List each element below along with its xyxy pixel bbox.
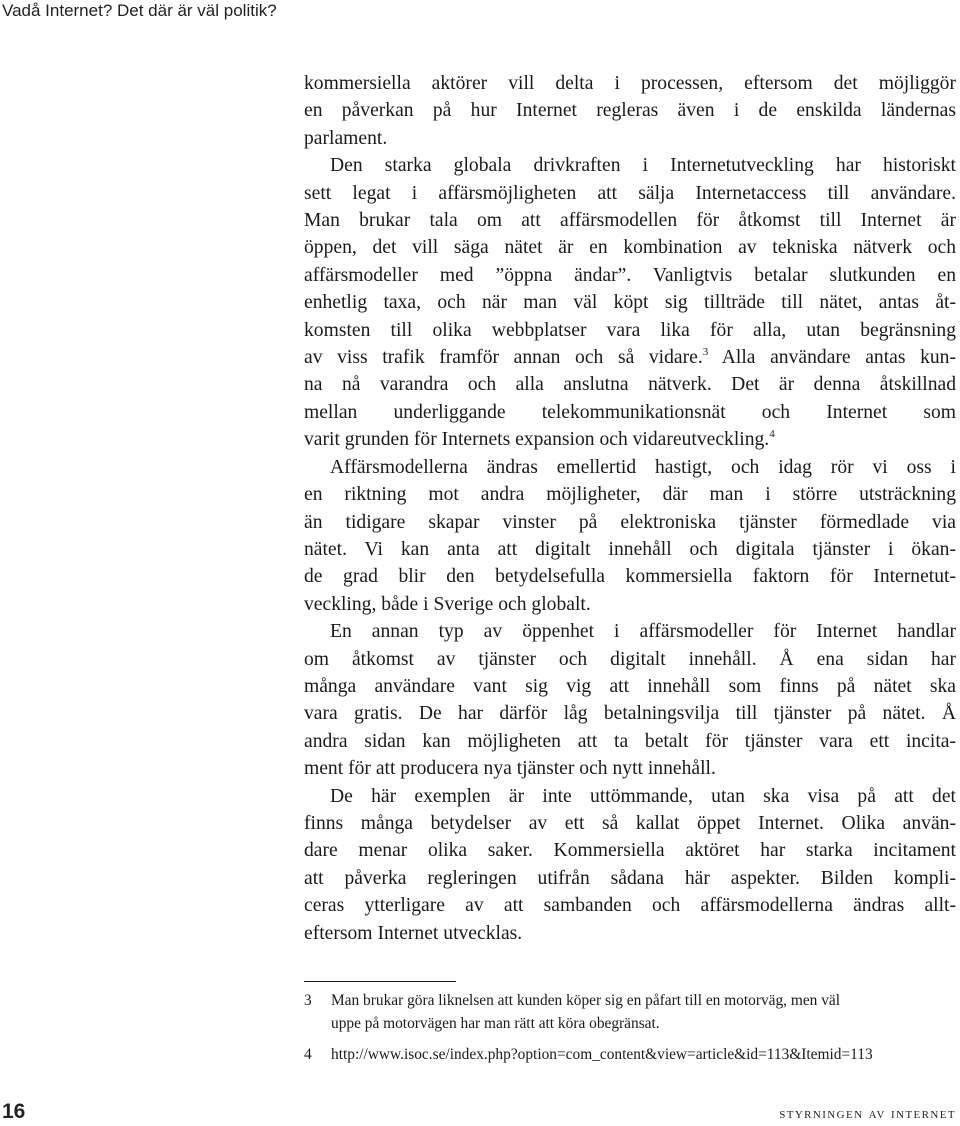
text-line: nätet. Vi kan anta att digitalt innehåll och digitala tjänster i ökan- xyxy=(304,538,956,560)
running-head: Vadå Internet? Det där är väl politik? xyxy=(2,1,277,20)
text-line: de grad blir den betydelsefulla kommersiella faktorn för Internetut- xyxy=(304,566,956,588)
text-line: än tidigare skapar vinster på elektroniska tjänster förmedlade via xyxy=(304,511,956,533)
text-line: veckling, både i Sverige och globalt. xyxy=(304,593,591,615)
text-line: andra sidan kan möjligheten att ta betalt för tjänster vara ett incita- xyxy=(304,730,956,752)
paragraph-2 xyxy=(304,152,956,453)
footnote-marker-4[interactable]: 4 xyxy=(769,428,775,441)
text-line: kommersiella aktörer vill delta i processen, eftersom det möjliggör xyxy=(304,73,956,94)
footnote-line[interactable]: http://www.isoc.se/index.php?option=com_content&view=article&id=113&Itemid=113 xyxy=(331,1046,873,1063)
text-fragment: varit grunden för Internets expansion och vidareutveckling. xyxy=(304,429,770,451)
text-line: sett legat i affärsmöjligheten att sälja Internetaccess till användare. xyxy=(304,182,956,204)
text-line: Man brukar tala om att affärsmodellen för åtkomst till Internet är xyxy=(304,210,956,232)
paragraph-3 xyxy=(304,454,956,618)
footnote-3 xyxy=(304,989,956,1035)
footnote-marker-3[interactable]: 3 xyxy=(702,346,709,359)
text-line: dare menar olika saker. Kommersiella aktöret har starka incitament xyxy=(304,840,956,862)
page-number: 16 xyxy=(2,1100,26,1123)
text-line: vara gratis. De har därför låg betalningsvilja till tjänster på nätet. Å xyxy=(304,703,956,725)
footnote-number: 4 xyxy=(304,1046,312,1063)
footnote-url-link[interactable] xyxy=(331,1043,956,1066)
text-line: En annan typ av öppenhet i affärsmodeller för Internet handlar xyxy=(330,621,956,643)
text-line: enhetlig taxa, och när man väl köpt sig tillträde till nätet, antas åt- xyxy=(304,292,956,314)
text-line: många användare vant sig vig att innehåll som finns på nätet ska xyxy=(304,675,956,697)
text-line: De här exemplen är inte uttömmande, utan ska visa på att det xyxy=(330,785,956,807)
text-line: Affärsmodellerna ändras emellertid hastigt, och idag rör vi oss i xyxy=(330,456,956,478)
footnote-4 xyxy=(304,1043,956,1066)
text-line: en riktning mot andra möjligheter, där man i större utsträckning xyxy=(304,484,956,506)
text-fragment: Alla användare antas kun- xyxy=(708,347,956,369)
running-foot: styrningen av internet xyxy=(779,1106,956,1122)
text-line: finns många betydelser av ett så kallat öppet Internet. Olika använ- xyxy=(304,812,956,834)
text-line: att påverka regleringen utifrån sådana här aspekter. Bilden kompli- xyxy=(304,867,956,889)
paragraph-5 xyxy=(304,783,956,947)
text-fragment: av viss trafik framför annan och så vidare. xyxy=(304,347,703,369)
footnote-line: uppe på motorvägen har man rätt att köra obegränsat. xyxy=(331,1015,660,1032)
text-line: öppen, det vill säga nätet är en kombination av tekniska nätverk och xyxy=(304,237,956,259)
footnote-line: Man brukar göra liknelsen att kunden köper sig en påfart till en motorväg, men väl xyxy=(331,992,841,1009)
text-line: mellan underliggande telekommunikationsnät och Internet som xyxy=(304,401,956,423)
text-line: en påverkan på hur Internet regleras även i de enskilda ländernas xyxy=(304,100,956,122)
text-line xyxy=(304,344,956,371)
footnote-text xyxy=(331,989,956,1035)
text-line: ceras ytterligare av att sambanden och affärsmodellerna ändras allt- xyxy=(304,895,956,917)
text-line: komsten till olika webbplatser vara lika för alla, utan begränsning xyxy=(304,319,956,341)
text-line: ment för att producera nya tjänster och nytt innehåll. xyxy=(304,758,716,780)
text-line: Den starka globala drivkraften i Internetutveckling har historiskt xyxy=(330,155,956,177)
footnote-number: 3 xyxy=(304,992,312,1009)
body-text xyxy=(304,70,956,947)
text-line: parlament. xyxy=(304,127,388,149)
paragraph-4 xyxy=(304,618,956,782)
text-line: affärsmodeller med ”öppna ändar”. Vanligtvis betalar slutkunden en xyxy=(304,264,956,286)
paragraph-1 xyxy=(304,70,956,152)
text-line: eftersom Internet utvecklas. xyxy=(304,922,523,944)
text-line: na nå varandra och alla anslutna nätverk. Det är denna åtskillnad xyxy=(304,374,956,396)
footnotes xyxy=(304,989,956,1074)
text-line xyxy=(304,426,956,453)
text-line: om åtkomst av tjänster och digitalt innehåll. Å ena sidan har xyxy=(304,648,956,670)
footnote-divider xyxy=(304,981,456,982)
